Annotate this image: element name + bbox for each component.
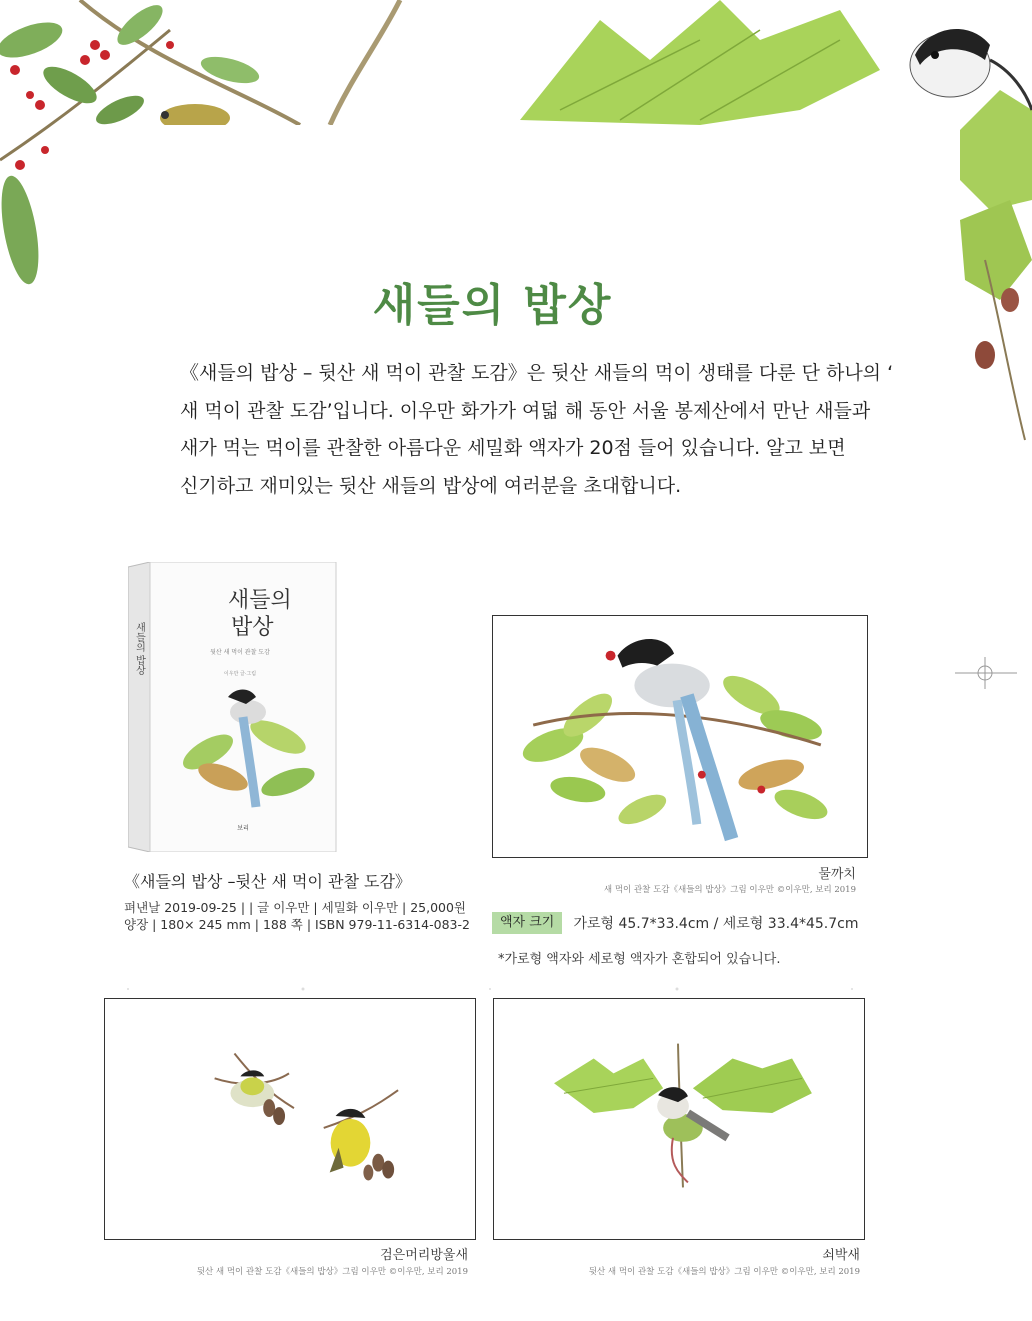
frame-caption-name: 쇠박새 bbox=[822, 1248, 860, 1263]
intro-line: 새 먹이 관찰 도감’입니다. 이우만 화가가 여덟 해 동안 서울 봉제산에서 만난 새들과 bbox=[180, 399, 871, 422]
frame-siskin bbox=[104, 998, 476, 1240]
book-title: 《새들의 밥상 –뒷산 새 먹이 관찰 도감》 bbox=[124, 872, 411, 891]
book-cover-author: 이우만 글·그림 bbox=[223, 671, 257, 677]
book-spine-title: 새들의 밥상 bbox=[133, 622, 145, 676]
intro-paragraph bbox=[180, 355, 894, 505]
book-publish-info: 펴낸날 2019-09-25 | | 글 이우만 | 세밀화 이우만 | 25,000원 bbox=[124, 900, 467, 915]
marsh-tit-illustration bbox=[494, 999, 864, 1239]
frame-caption-credit: 새 먹이 관찰 도감《새들의 밥상》그림 이우만 ©이우만, 보리 2019 bbox=[603, 885, 856, 895]
frame-caption-name: 검은머리방울새 bbox=[380, 1248, 468, 1263]
book-cover-title-2: 밥상 bbox=[231, 615, 274, 640]
azure-winged-magpie-illustration bbox=[493, 616, 867, 857]
frame-caption-name: 물까치 bbox=[818, 867, 856, 882]
book-cover-title-1: 새들의 bbox=[228, 588, 292, 613]
book-spec-info: 양장 | 180× 245 mm | 188 쪽 | ISBN 979-11-6314-083-2 bbox=[124, 917, 470, 932]
divider-marks bbox=[120, 985, 860, 993]
intro-line: 신기하고 재미있는 뒷산 새들의 밥상에 여러분을 초대합니다. bbox=[180, 474, 682, 497]
frame-caption-credit: 뒷산 새 먹이 관찰 도감《새들의 밥상》그림 이우만 ©이우만, 보리 2019 bbox=[588, 1267, 860, 1277]
frame-size-note: *가로형 액자와 세로형 액자가 혼합되어 있습니다. bbox=[498, 952, 781, 967]
frame-size-row bbox=[492, 912, 859, 934]
book-cover-subtitle: 뒷산 새 먹이 관찰 도감 bbox=[210, 649, 270, 656]
frame-marsh-tit bbox=[493, 998, 865, 1240]
frame-caption-credit: 뒷산 새 먹이 관찰 도감《새들의 밥상》그림 이우만 ©이우만, 보리 2019 bbox=[196, 1267, 468, 1277]
frame-size-label: 액자 크기 bbox=[492, 912, 562, 934]
intro-line: 새가 먹는 먹이를 관찰한 아름다운 세밀화 액자가 20점 들어 있습니다. 알고 보면 bbox=[180, 437, 846, 459]
book-meta bbox=[124, 899, 470, 933]
siskin-illustration bbox=[105, 999, 475, 1239]
book-cover-image bbox=[128, 562, 338, 852]
frame-size-value: 가로형 45.7*33.4cm / 세로형 33.4*45.7cm bbox=[573, 916, 859, 932]
frame-azure-winged-magpie bbox=[492, 615, 868, 858]
crosshair-mark bbox=[955, 657, 1017, 689]
page-title: 새들의 밥상 bbox=[372, 280, 613, 332]
intro-line: 《새들의 밥상 – 뒷산 새 먹이 관찰 도감》은 뒷산 새들의 먹이 생태를 다룬 단 하나의 ‘ bbox=[180, 362, 894, 384]
book-cover-publisher: 보리 bbox=[237, 825, 249, 832]
